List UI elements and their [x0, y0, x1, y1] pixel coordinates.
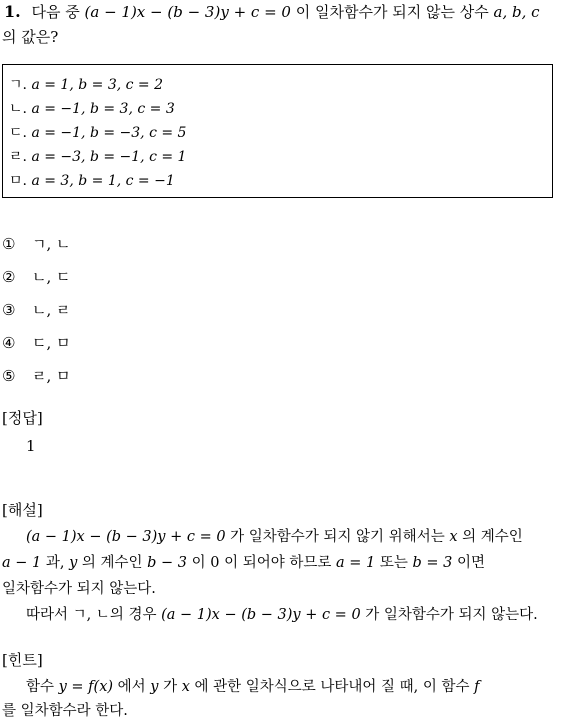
- explanation-text: 또는: [379, 555, 408, 571]
- explanation-heading: [해설]: [2, 501, 43, 519]
- hint-equation: y = f(x): [58, 679, 114, 695]
- choice-3[interactable]: [2, 300, 71, 320]
- box-item: [9, 100, 175, 118]
- hint-heading: [힌트]: [2, 651, 43, 669]
- explanation-expr: a = 1: [335, 555, 376, 571]
- choice-text: ㄴ, ㄷ: [32, 268, 71, 286]
- question-prefix: 다음 중: [31, 3, 80, 21]
- choice-number: ①: [2, 235, 16, 253]
- choice-text: ㄷ, ㅁ: [32, 334, 71, 352]
- choice-text: ㄹ, ㅁ: [32, 367, 71, 385]
- question-constants: a, b, c: [493, 3, 540, 21]
- choice-5[interactable]: [2, 366, 71, 386]
- question-line-1: [4, 2, 540, 22]
- explanation-var: x: [449, 529, 458, 545]
- box-item: [9, 76, 163, 94]
- hint-line-1: [2, 677, 574, 697]
- explanation-expr: a − 1: [2, 555, 42, 571]
- box-item-label: ㄷ.: [9, 125, 27, 141]
- box-item-expr: a = −1, b = −3, c = 5: [31, 125, 187, 141]
- explanation-text: 이 0 이 되어야 하므로: [191, 555, 332, 571]
- question-suffix: 이 일차함수가 되지 않는 상수: [295, 3, 489, 21]
- hint-line-2: 를 일차함수라 한다.: [2, 703, 128, 719]
- choice-text: ㄴ, ㄹ: [32, 301, 71, 319]
- choice-number: ③: [2, 301, 16, 319]
- box-item-label: ㅁ.: [9, 173, 27, 189]
- explanation-line-2: [2, 553, 572, 573]
- explanation-line-4: [2, 605, 574, 625]
- choice-text: ㄱ, ㄴ: [32, 235, 71, 253]
- explanation-equation: (a − 1)x − (b − 3)y + c = 0: [26, 529, 226, 545]
- explanation-text: 의 계수인: [462, 529, 523, 545]
- explanation-equation: (a − 1)x − (b − 3)y + c = 0: [161, 607, 361, 623]
- options-box: [2, 64, 553, 198]
- choice-number: ⑤: [2, 367, 16, 385]
- hint-text: 가: [163, 679, 178, 695]
- explanation-text: 가 일차함수가 되지 않기 위해서는: [230, 529, 445, 545]
- question-equation: (a − 1)x − (b − 3)y + c = 0: [84, 3, 291, 21]
- box-item-label: ㄴ.: [9, 101, 27, 117]
- explanation-var: y: [69, 555, 78, 571]
- hint-text: 에서: [117, 679, 146, 695]
- box-item: [9, 172, 175, 190]
- answer-heading: [정답]: [2, 409, 43, 427]
- hint-var: y: [150, 679, 159, 695]
- box-item: [9, 124, 186, 142]
- explanation-expr: b = 3: [412, 555, 453, 571]
- choice-2[interactable]: [2, 267, 71, 287]
- explanation-line-1: [2, 527, 574, 547]
- choice-number: ④: [2, 334, 16, 352]
- choice-1[interactable]: [2, 234, 71, 254]
- explanation-text: 따라서 ㄱ, ㄴ의 경우: [26, 607, 157, 623]
- hint-var: x: [181, 679, 190, 695]
- box-item-label: ㄹ.: [9, 149, 27, 165]
- box-item: [9, 148, 186, 166]
- explanation-line-3: 일차함수가 되지 않는다.: [2, 581, 156, 597]
- box-item-expr: a = 1, b = 3, c = 2: [31, 77, 164, 93]
- answer-value: 1: [26, 437, 36, 455]
- box-item-expr: a = −3, b = −1, c = 1: [31, 149, 187, 165]
- question-line-2: 의 값은?: [2, 28, 59, 46]
- hint-text: 함수: [26, 679, 55, 695]
- hint-var: f: [474, 679, 480, 695]
- explanation-text: 가 일차함수가 되지 않는다.: [365, 607, 538, 623]
- explanation-expr: b − 3: [147, 555, 188, 571]
- box-item-expr: a = −1, b = 3, c = 3: [31, 101, 175, 117]
- question-number: 1.: [4, 2, 21, 21]
- explanation-text: 이면: [456, 555, 485, 571]
- explanation-text: 의 계수인: [81, 555, 143, 571]
- box-item-expr: a = 3, b = 1, c = −1: [31, 173, 175, 189]
- box-item-label: ㄱ.: [9, 77, 27, 93]
- choice-number: ②: [2, 268, 16, 286]
- explanation-text: 과,: [45, 555, 65, 571]
- hint-text: 에 관한 일차식으로 나타내어 질 때, 이 함수: [194, 679, 470, 695]
- choice-4[interactable]: [2, 333, 71, 353]
